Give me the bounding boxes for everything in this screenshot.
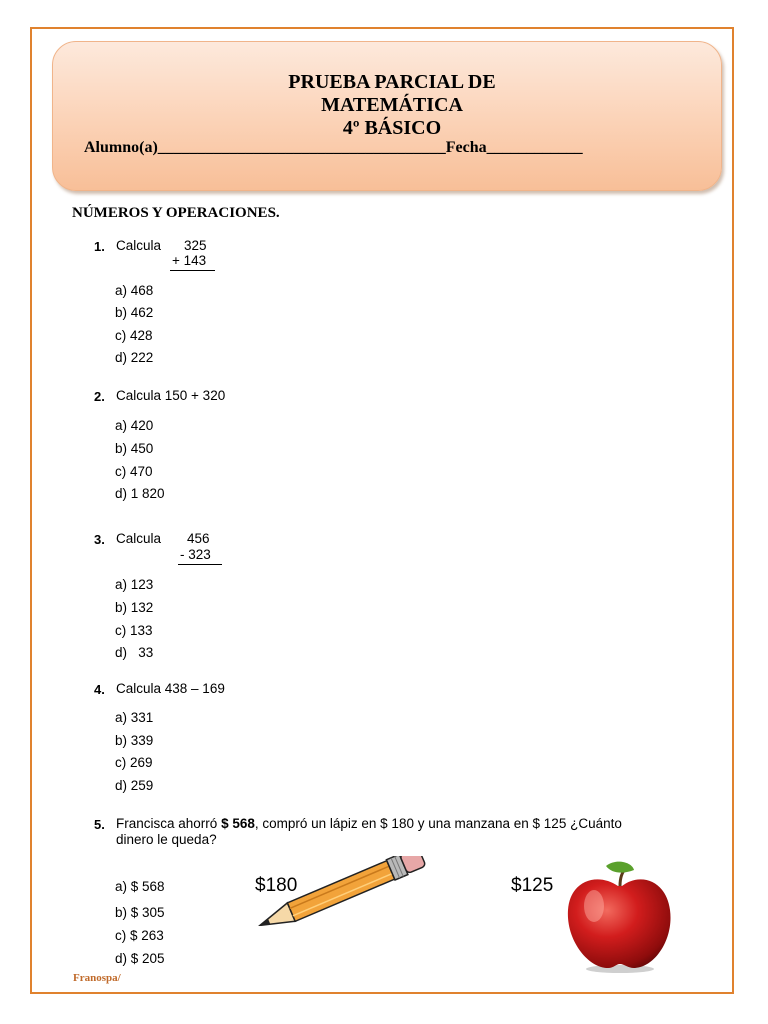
question-5-option-c[interactable]: c) $ 263 <box>115 928 164 943</box>
question-3-bottom-operand: - 323 <box>180 547 211 562</box>
question-5-prompt-line-2: dinero le queda? <box>116 832 217 847</box>
section-title: NÚMEROS Y OPERACIONES. <box>72 205 280 221</box>
question-2-option-b[interactable]: b) 450 <box>115 441 154 456</box>
question-5-prompt-line-1 <box>116 816 742 832</box>
date-blank[interactable]: ____________ <box>486 139 583 156</box>
question-1-number: 1. <box>94 239 105 254</box>
student-name-blank[interactable]: ____________________________________ <box>157 139 446 156</box>
question-3-number: 3. <box>94 532 105 547</box>
question-3-option-b[interactable]: b) 132 <box>115 600 154 615</box>
question-1-option-d[interactable]: d) 222 <box>115 350 154 365</box>
question-4-option-c[interactable]: c) 269 <box>115 755 153 770</box>
question-4-option-d[interactable]: d) 259 <box>115 778 154 793</box>
title-line-2: MATEMÁTICA <box>321 94 463 116</box>
question-3-option-d[interactable]: d) 33 <box>115 645 154 660</box>
title-line-1: PRUEBA PARCIAL DE <box>288 71 496 93</box>
question-1-option-c[interactable]: c) 428 <box>115 328 153 343</box>
date-label: Fecha <box>445 139 487 156</box>
question-1-top-operand: 325 <box>184 238 207 253</box>
question-1-option-b[interactable]: b) 462 <box>115 305 154 320</box>
question-3-option-c[interactable]: c) 133 <box>115 623 153 638</box>
title-line-3: 4º BÁSICO <box>342 117 442 139</box>
question-1-option-a[interactable]: a) 468 <box>115 283 154 298</box>
question-5-prompt <box>116 816 742 848</box>
question-5-prompt-part1: Francisca ahorró <box>116 816 218 831</box>
student-info-line <box>84 139 583 157</box>
question-2-option-a[interactable]: a) 420 <box>115 418 154 433</box>
question-4-number: 4. <box>94 682 105 697</box>
question-3-difference-line <box>178 564 222 565</box>
apple-price: $125 <box>511 875 554 896</box>
question-4-option-b[interactable]: b) 339 <box>115 733 154 748</box>
question-2-option-c[interactable]: c) 470 <box>115 464 153 479</box>
pencil-icon <box>245 856 437 926</box>
question-5-prompt-part2: , compró un lápiz en $ 180 y una manzana en $ 125 ¿Cuánto <box>254 816 622 831</box>
question-4-prompt: Calcula 438 – 169 <box>116 681 225 696</box>
question-2-number: 2. <box>94 389 105 404</box>
question-3-top-operand: 456 <box>187 531 210 546</box>
student-label: Alumno(a) <box>84 139 158 156</box>
question-5-option-d[interactable]: d) $ 205 <box>115 951 165 966</box>
question-1-prompt: Calcula <box>116 238 162 253</box>
question-1-bottom-operand: + 143 <box>172 253 207 268</box>
question-5-option-b[interactable]: b) $ 305 <box>115 905 165 920</box>
question-3-option-a[interactable]: a) 123 <box>115 577 154 592</box>
question-5-option-a[interactable]: a) $ 568 <box>115 879 165 894</box>
apple-icon <box>558 858 680 974</box>
question-2-option-d[interactable]: d) 1 820 <box>115 486 165 501</box>
question-5-number: 5. <box>94 817 105 832</box>
question-3-prompt: Calcula <box>116 531 162 546</box>
question-1-sum-line <box>170 270 215 271</box>
pencil-price: $180 <box>255 875 298 896</box>
footer-author: Franospa/ <box>73 972 121 984</box>
question-4-option-a[interactable]: a) 331 <box>115 710 154 725</box>
header-box <box>52 41 722 191</box>
question-2-prompt: Calcula 150 + 320 <box>116 388 226 403</box>
question-5-savings-amount: $ 568 <box>221 816 255 831</box>
